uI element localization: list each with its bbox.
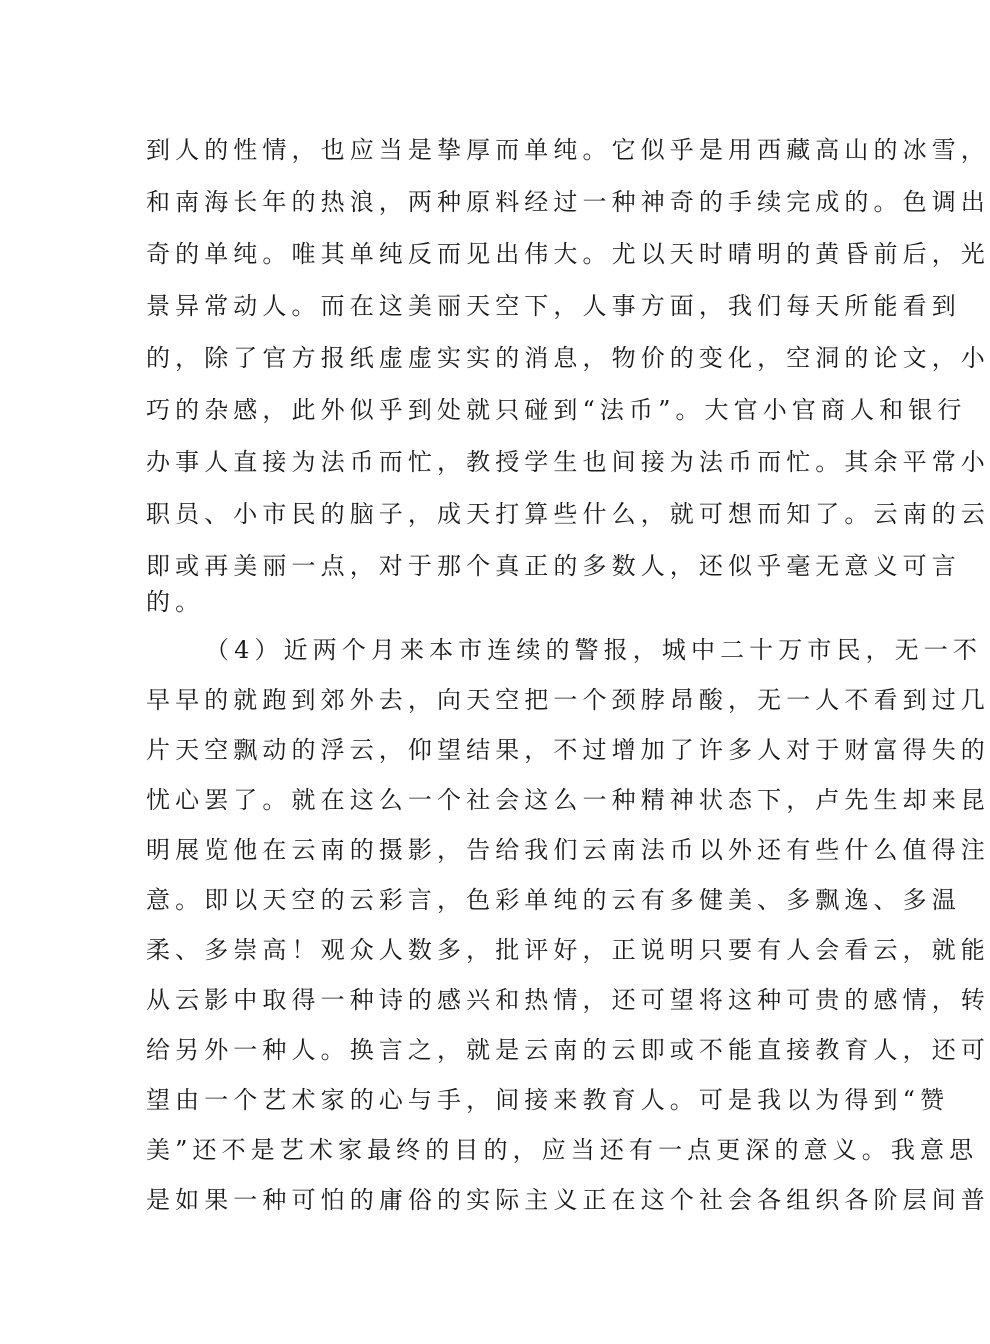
text-line: 忧心罢了。就在这么一个社会这么一种精神状态下，卢先生却来昆 bbox=[146, 786, 990, 814]
text-line-indented: （4）近两个月来本市连续的警报，城中二十万市民，无一不 bbox=[205, 636, 982, 664]
text-line: 职员、小市民的脑子，成天打算些什么，就可想而知了。云南的云 bbox=[146, 500, 990, 528]
text-line: 给另外一种人。换言之，就是云南的云即或不能直接教育人，还可 bbox=[146, 1036, 990, 1064]
text-line: 奇的单纯。唯其单纯反而见出伟大。尤以天时晴明的黄昏前后，光 bbox=[146, 240, 990, 268]
text-line: 柔、多崇高！观众人数多，批评好，正说明只要有人会看云，就能 bbox=[146, 936, 990, 964]
text-line: 的，除了官方报纸虚虚实实的消息，物价的变化，空洞的论文，小 bbox=[146, 344, 990, 372]
text-line: 和南海长年的热浪，两种原料经过一种神奇的手续完成的。色调出 bbox=[146, 188, 990, 216]
text-line: 到人的性情，也应当是挚厚而单纯。它似乎是用西藏高山的冰雪， bbox=[146, 136, 990, 164]
text-line: 片天空飘动的浮云，仰望结果，不过增加了许多人对于财富得失的 bbox=[146, 736, 990, 764]
text-line: 即或再美丽一点，对于那个真正的多数人，还似乎毫无意义可言 bbox=[146, 552, 961, 580]
text-line: 办事人直接为法币而忙，教授学生也间接为法币而忙。其余平常小 bbox=[146, 448, 990, 476]
text-line: 从云影中取得一种诗的感兴和热情，还可望将这种可贵的感情，转 bbox=[146, 986, 990, 1014]
text-line: 的。 bbox=[146, 588, 205, 616]
text-line: 景异常动人。而在这美丽天空下，人事方面，我们每天所能看到 bbox=[146, 292, 961, 320]
text-line: 是如果一种可怕的庸俗的实际主义正在这个社会各组织各阶层间普 bbox=[146, 1186, 990, 1214]
text-line: 明展览他在云南的摄影，告给我们云南法币以外还有些什么值得注 bbox=[146, 836, 990, 864]
text-line: 巧的杂感，此外似乎到处就只碰到“法币”。大官小官商人和银行 bbox=[146, 396, 967, 424]
text-line: 早早的就跑到郊外去，向天空把一个颈脖昂酸，无一人不看到过几 bbox=[146, 686, 990, 714]
text-line: 望由一个艺术家的心与手，间接来教育人。可是我以为得到“赞 bbox=[146, 1086, 950, 1114]
text-line: 美”还不是艺术家最终的目的，应当还有一点更深的意义。我意思 bbox=[146, 1136, 979, 1164]
text-line: 意。即以天空的云彩言，色彩单纯的云有多健美、多飘逸、多温 bbox=[146, 886, 961, 914]
